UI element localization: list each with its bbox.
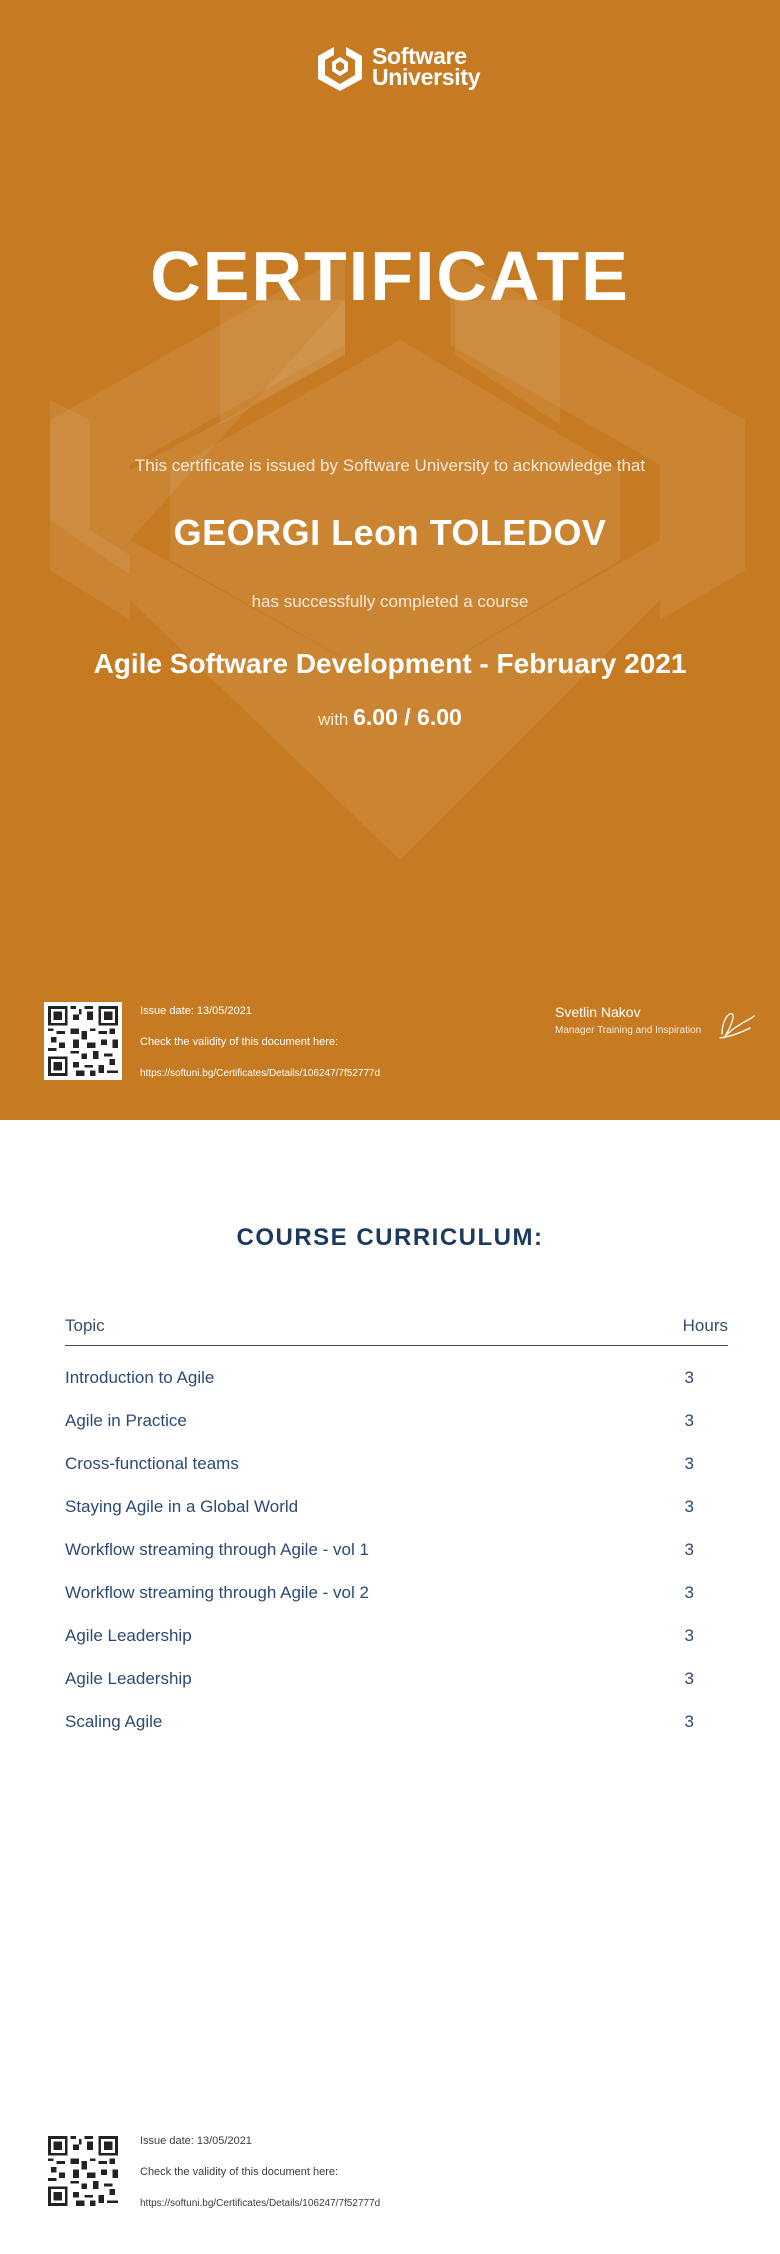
softuni-logo[interactable] bbox=[314, 42, 484, 92]
row-hours: 3 bbox=[684, 1583, 694, 1602]
softuni-watermark-icon bbox=[0, 0, 780, 1120]
curriculum-table-header bbox=[65, 1314, 728, 1346]
grade-value: 6.00 / 6.00 bbox=[353, 704, 462, 730]
row-hours: 3 bbox=[684, 1669, 694, 1688]
grade-prefix: with bbox=[318, 710, 349, 729]
row-hours: 3 bbox=[684, 1540, 694, 1559]
row-hours: 3 bbox=[684, 1497, 694, 1516]
row-topic: Agile Leadership bbox=[65, 1626, 192, 1645]
qr-code-icon[interactable] bbox=[44, 1002, 122, 1080]
qr-code-bottom-icon[interactable] bbox=[44, 2132, 122, 2210]
logo-line-2: University bbox=[372, 64, 481, 90]
column-header-hours: Hours bbox=[682, 1316, 728, 1335]
table-row bbox=[65, 1669, 728, 1712]
row-topic: Agile in Practice bbox=[65, 1411, 187, 1430]
certificate-title: CERTIFICATE bbox=[150, 237, 630, 315]
certificate-panel bbox=[0, 0, 780, 1120]
logo-line-1: Software bbox=[372, 43, 467, 69]
row-hours: 3 bbox=[684, 1626, 694, 1645]
table-row bbox=[65, 1712, 728, 1755]
row-topic: Cross-functional teams bbox=[65, 1454, 239, 1473]
issue-date-bottom: Issue date: 13/05/2021 bbox=[140, 2135, 252, 2147]
table-row bbox=[65, 1454, 728, 1497]
validation-info bbox=[140, 1004, 380, 1081]
validation-link-bottom[interactable]: https://softuni.bg/Certificates/Details/106247/7f52777d bbox=[140, 2198, 381, 2209]
row-hours: 3 bbox=[684, 1368, 694, 1387]
signer-role: Manager Training and Inspiration bbox=[555, 1025, 702, 1036]
table-row bbox=[65, 1540, 728, 1583]
row-topic: Workflow streaming through Agile - vol 2 bbox=[65, 1583, 369, 1602]
row-topic: Workflow streaming through Agile - vol 1 bbox=[65, 1540, 369, 1559]
table-row bbox=[65, 1368, 728, 1411]
signature-icon bbox=[714, 1004, 756, 1044]
table-row bbox=[65, 1411, 728, 1454]
softuni-logo-icon bbox=[314, 42, 366, 92]
logo-wordmark bbox=[372, 43, 481, 90]
issue-date: Issue date: 13/05/2021 bbox=[140, 1005, 252, 1017]
certificate-intro: This certificate is issued by Software University to acknowledge that bbox=[134, 456, 646, 475]
validation-info-bottom bbox=[140, 2134, 380, 2211]
row-hours: 3 bbox=[684, 1411, 694, 1430]
validity-check-text-bottom: Check the validity of this document here: bbox=[140, 2166, 339, 2178]
column-header-topic: Topic bbox=[65, 1316, 105, 1335]
signer-name: Svetlin Nakov bbox=[555, 1004, 641, 1020]
row-topic: Introduction to Agile bbox=[65, 1368, 215, 1387]
table-row bbox=[65, 1583, 728, 1626]
table-row bbox=[65, 1626, 728, 1669]
row-topic: Agile Leadership bbox=[65, 1669, 192, 1688]
course-name: Agile Software Development - February 2021 bbox=[93, 648, 687, 679]
recipient-name: GEORGI Leon TOLEDOV bbox=[173, 512, 607, 553]
validity-check-text: Check the validity of this document here: bbox=[140, 1036, 339, 1048]
curriculum-table-body bbox=[65, 1368, 728, 1755]
row-hours: 3 bbox=[684, 1454, 694, 1473]
row-hours: 3 bbox=[684, 1712, 694, 1731]
row-topic: Staying Agile in a Global World bbox=[65, 1497, 299, 1516]
signer-block bbox=[555, 1004, 701, 1036]
table-row bbox=[65, 1497, 728, 1540]
curriculum-title: COURSE CURRICULUM: bbox=[236, 1224, 544, 1251]
row-topic: Scaling Agile bbox=[65, 1712, 163, 1731]
grade-line bbox=[0, 704, 780, 731]
validation-link[interactable]: https://softuni.bg/Certificates/Details/106247/7f52777d bbox=[140, 1068, 381, 1079]
completed-text: has successfully completed a course bbox=[251, 592, 529, 611]
